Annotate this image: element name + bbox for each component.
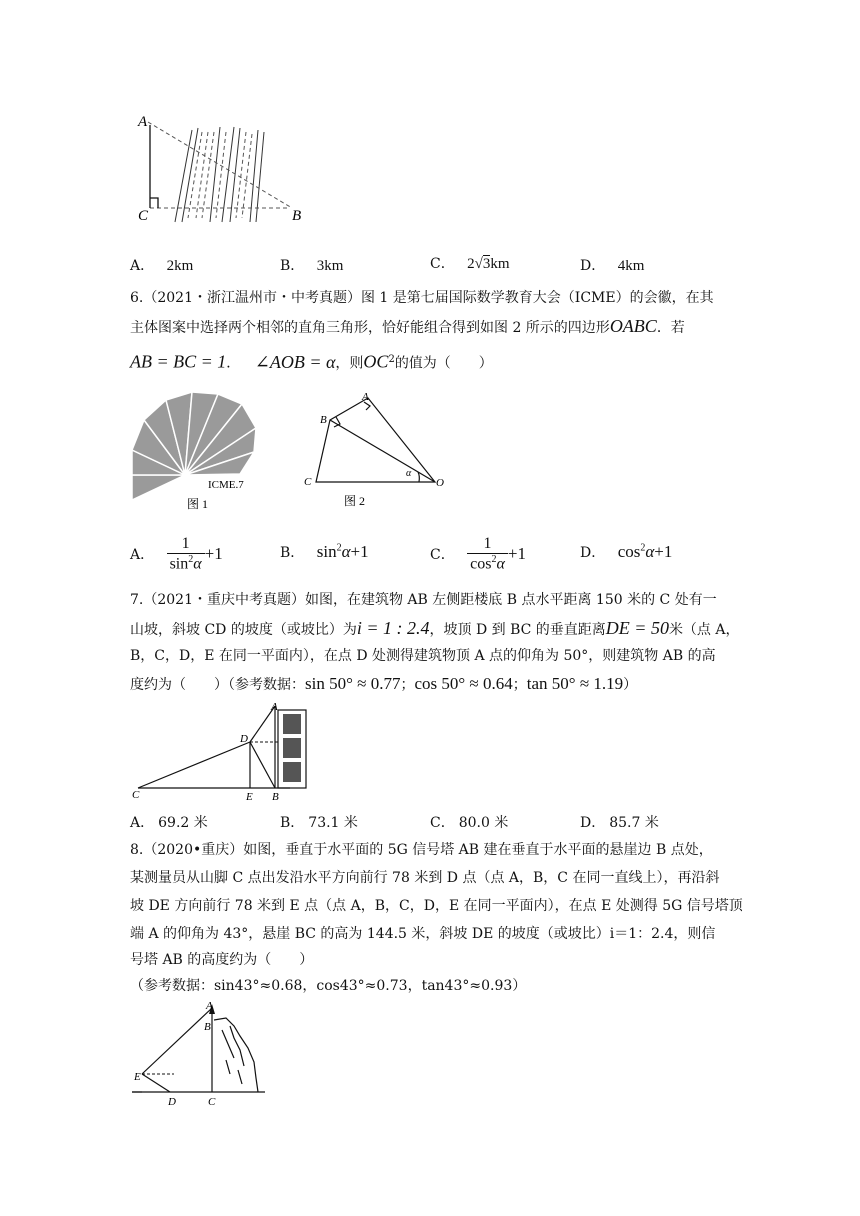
q6-option-c-tail: +1 — [507, 544, 526, 564]
q7-sep2: ； — [512, 677, 527, 693]
q7-fig-d: D — [240, 733, 248, 745]
q6-option-c-label: C． — [430, 547, 455, 564]
q7-option-b-label: B． — [280, 815, 305, 831]
q7-tan: tan 50° ≈ 1.19 — [526, 674, 624, 693]
q5-option-c-coef: 2 — [467, 256, 475, 272]
q6-line-3-sep: ． — [226, 355, 241, 372]
q8-fig-e: E — [134, 1071, 141, 1083]
q6-option-b-tail: +1 — [350, 542, 369, 561]
q6-option-a-sup: 2 — [188, 554, 194, 565]
q7-line-3: B，C，D，E 在同一平面内），在点 D 处测得建筑物顶 A 点的仰角为 50°，则建筑物 AB 的高 — [130, 648, 716, 664]
q5-option-a-value: 2km — [166, 258, 194, 274]
q6-option-d-value: cos — [617, 542, 641, 561]
q6-option-d-var: α — [645, 542, 655, 561]
q7-option-c-label: C． — [430, 815, 455, 831]
q6-option-a-num: 1 — [167, 535, 205, 554]
q7-slope: i = 1 : 2.4 — [356, 618, 430, 638]
q7-option-d-value: 85.7 米 — [609, 815, 659, 831]
q5-figure — [130, 110, 310, 225]
q6-option-a-tail: +1 — [204, 544, 223, 564]
q7-cos: cos 50° ≈ 0.64 — [414, 674, 513, 693]
q6-fig2-c: C — [304, 476, 312, 488]
q6-quad-oabc: OABC — [609, 316, 657, 336]
sqrt-icon: √ — [474, 256, 483, 272]
q7-option-b[interactable] — [280, 812, 358, 832]
q6-option-c-num: 1 — [467, 535, 508, 554]
q7-line-2 — [130, 618, 740, 640]
q6-line-2-text: 主体图案中选择两个相邻的直角三角形，恰好能组合得到如图 2 所示的四边形 — [130, 320, 610, 336]
q6-option-b-sup: 2 — [336, 542, 342, 554]
q6-option-d-label: D． — [580, 545, 606, 561]
q7-option-c-value: 80.0 米 — [458, 815, 509, 831]
q5-option-c-label: C． — [430, 256, 455, 272]
q7-option-c[interactable] — [430, 812, 508, 832]
q8-fig-a: A — [206, 1000, 213, 1012]
q6-figure-1 — [130, 390, 260, 510]
q6-option-d-tail: +1 — [654, 542, 673, 561]
q8-line-5: 号塔 AB 的高度约为（ ） — [130, 952, 314, 968]
q6-oc-sup: 2 — [388, 354, 395, 365]
q6-icme-text: ICME.7 — [208, 479, 244, 491]
q6-figure-2 — [300, 390, 450, 510]
q5-label-a: A — [138, 114, 148, 130]
q7-option-b-value: 73.1 米 — [308, 815, 358, 831]
q7-option-a-label: A． — [130, 815, 155, 831]
q7-de: DE = 50 — [605, 618, 669, 638]
q7-line-1: 7.（2021・重庆中考真题）如图，在建筑物 AB 左侧距楼底 B 点水平距离 150 米的 C 处有一 — [130, 592, 717, 608]
q8-fig-b: B — [204, 1021, 211, 1033]
q7-fig-a: A — [271, 701, 278, 713]
q6-option-d[interactable] — [580, 542, 672, 562]
q6-fig2-b: B — [320, 414, 327, 426]
q7-line-4-post: ） — [623, 677, 638, 693]
q5-option-d-value: 4km — [617, 258, 645, 274]
q5-option-c-rad: 3 — [482, 256, 491, 272]
q6-option-d-sup: 2 — [640, 542, 646, 554]
q6-fig1-caption: 图 1 — [187, 497, 209, 510]
q7-fig-e: E — [246, 791, 253, 803]
q8-line-2: 某测量员从山脚 C 点出发沿水平方向前行 78 米到 D 点（点 A，B，C 在同一直线上），再沿斜 — [130, 870, 720, 886]
q6-oc: OC — [363, 351, 389, 372]
q6-line-1: 6.（2021・浙江温州市・中考真题）图 1 是第七届国际数学教育大会（ICME）的会徽，在其 — [130, 290, 714, 306]
q6-line-2-post: ．若 — [656, 320, 685, 336]
q8-line-4: 端 A 的仰角为 43°，悬崖 BC 的高为 144.5 米，斜坡 DE 的坡度（或坡比）i＝1：2.4，则信 — [130, 926, 716, 942]
q6-option-c-sup: 2 — [491, 554, 497, 565]
q5-option-d[interactable] — [580, 255, 644, 275]
q6-option-b-value: sin — [316, 542, 337, 561]
q6-line-3 — [130, 350, 493, 374]
q5-option-d-label: D． — [580, 258, 606, 274]
q6-fig2-o: O — [436, 477, 444, 489]
q7-option-a[interactable] — [130, 812, 208, 832]
q7-line-4 — [130, 674, 637, 695]
q7-line-4-pre: 度约为（ ）（参考数据： — [130, 677, 305, 693]
q6-line-3-mid: ，则 — [335, 355, 364, 372]
q6-option-c-var: α — [496, 555, 505, 573]
q6-option-b-var: α — [341, 542, 351, 561]
q7-line-2-post: 米（点 A， — [668, 622, 740, 638]
q5-option-c[interactable] — [430, 253, 510, 273]
q6-eq-angle: ∠AOB = α — [254, 351, 336, 372]
q6-line-2 — [130, 316, 685, 338]
q7-fig-c: C — [132, 789, 140, 801]
q6-fig2-caption: 图 2 — [344, 494, 366, 508]
q8-fig-c: C — [208, 1096, 216, 1108]
q6-eq-ab-bc: AB = BC = 1 — [130, 351, 227, 372]
q8-line-1: 8.（2020•重庆）如图，垂直于水平面的 5G 信号塔 AB 建在垂直于水平面的悬崖边 B 点处， — [130, 842, 713, 858]
q5-option-b[interactable] — [280, 255, 343, 275]
q5-label-c: C — [138, 208, 149, 224]
q5-option-a[interactable] — [130, 255, 193, 275]
q7-option-d-label: D． — [580, 815, 606, 831]
q6-option-b[interactable] — [280, 542, 369, 562]
q7-figure — [130, 700, 320, 805]
q7-fig-b: B — [272, 791, 279, 803]
q5-option-c-unit: km — [490, 256, 510, 272]
q5-option-b-value: 3km — [316, 258, 344, 274]
q8-line-3: 坡 DE 方向前行 78 米到 E 点（点 A，B，C，D，E 在同一平面内），在点 E 处测得 5G 信号塔顶 — [130, 898, 743, 914]
q6-option-b-label: B． — [280, 545, 305, 561]
q6-fig2-alpha: α — [406, 468, 412, 479]
q8-fig-d: D — [168, 1096, 176, 1108]
q6-option-a-label: A． — [130, 547, 155, 564]
q6-line-3-post: 的值为（ ） — [394, 355, 493, 372]
q6-option-c[interactable] — [430, 535, 526, 573]
q7-option-a-value: 69.2 米 — [158, 815, 208, 831]
q5-option-b-label: B． — [280, 258, 305, 274]
q7-sin: sin 50° ≈ 0.77 — [305, 674, 401, 693]
q6-fig2-a: A — [362, 391, 369, 403]
q8-figure — [130, 1000, 280, 1110]
q8-line-6: （参考数据：sin43°≈0.68，cos43°≈0.73，tan43°≈0.93） — [130, 978, 527, 994]
q6-option-a-var: α — [193, 555, 202, 573]
q5-label-b: B — [292, 208, 302, 224]
q6-option-a-den: sin — [169, 555, 189, 573]
q7-line-2-mid: ，坡顶 D 到 BC 的垂直距离 — [429, 622, 606, 638]
q7-option-d[interactable] — [580, 812, 659, 832]
q6-option-c-den: cos — [470, 555, 492, 573]
q5-option-a-label: A． — [130, 258, 155, 274]
q7-line-2-pre: 山坡，斜坡 CD 的坡度（或坡比）为 — [130, 622, 357, 638]
q6-option-a[interactable] — [130, 535, 223, 573]
q7-sep1: ； — [400, 677, 415, 693]
